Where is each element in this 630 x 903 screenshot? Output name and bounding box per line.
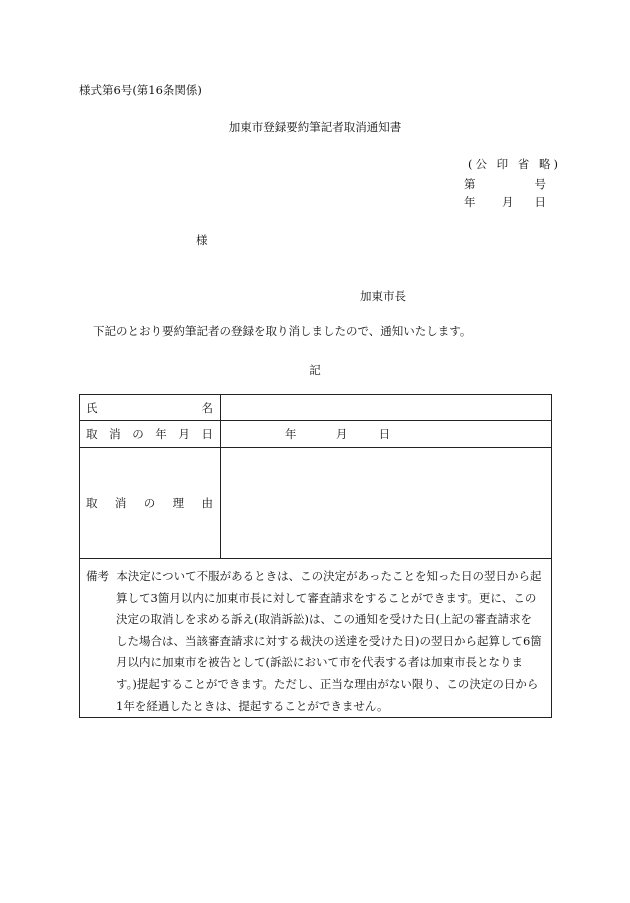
remarks-text xyxy=(80,559,551,717)
issue-date-year: 年 xyxy=(464,195,476,209)
cancel-date-month: 月 xyxy=(335,427,348,441)
cancel-date-label-cell xyxy=(80,421,221,448)
notice-body-text: 下記のとおり要約筆記者の登録を取り消しましたので、通知いたします。 xyxy=(93,324,472,338)
remarks-first-line xyxy=(86,566,543,588)
cancel-date-label-char: 年 xyxy=(155,427,167,441)
reason-label-char: 消 xyxy=(114,496,127,510)
ki-heading: 記 xyxy=(309,363,321,377)
form-number: 様式第6号(第16条関係) xyxy=(79,83,202,97)
cancel-date-label-char: の xyxy=(132,427,144,441)
name-label-char: 氏 xyxy=(86,400,98,415)
seal-omitted-note: (公 印 省 略) xyxy=(468,157,561,171)
addressee-suffix: 様 xyxy=(196,233,208,247)
table-row-remarks xyxy=(80,559,552,718)
reason-label-cell xyxy=(80,448,221,559)
reason-label-char: の xyxy=(143,496,156,510)
reason-label-char: 理 xyxy=(172,496,185,510)
reason-label-char: 取 xyxy=(86,496,98,510)
table-row-cancel-date xyxy=(80,421,552,448)
document-title xyxy=(0,119,630,135)
issuer-name: 加東市長 xyxy=(360,289,406,303)
cancel-date-label-char: 月 xyxy=(178,427,190,441)
table-row-reason xyxy=(80,448,552,559)
cancel-date-label-char: 取 xyxy=(86,427,98,441)
cancel-date-value-cell[interactable] xyxy=(221,421,552,448)
number-suffix: 号 xyxy=(534,177,546,191)
name-label-char: 名 xyxy=(201,400,213,415)
remarks-label: 備考 xyxy=(86,569,109,583)
cancel-date-label-char: 消 xyxy=(109,427,121,441)
remarks-first-line-text: 本決定について不服があるときは、この決定があったことを知った日の翌日から起 xyxy=(116,569,542,583)
table-row-name xyxy=(80,395,552,421)
cancel-date-year: 年 xyxy=(285,427,297,441)
remarks-continuation: 算して3箇月以内に加東市長に対して審査請求をすることができます。更に、この決定の取消しを求める訴え(取消訴訟)は、この通知を受けた日(上記の審査請求をした場合は、当該審査請求に対する裁決の送達を受けた日)の翌日から起算して6箇月以内に加東市を被告として(訴訟において市を代表する者は加東市長となります。)提起することができます。ただし、正当な理由がない限り、この決定の日から1年を経過したときは、提起することができません。 xyxy=(116,590,542,713)
name-label-cell xyxy=(80,395,221,421)
reason-label-char: 由 xyxy=(201,496,213,510)
number-prefix: 第 xyxy=(464,177,476,191)
notice-table xyxy=(79,394,552,718)
cancel-date-day: 日 xyxy=(378,427,391,441)
reason-value-cell[interactable] xyxy=(221,448,552,559)
name-value-cell[interactable] xyxy=(221,395,552,421)
document-title-text: 加東市登録要約筆記者取消通知書 xyxy=(228,120,402,134)
issue-date-day: 日 xyxy=(534,195,546,209)
issue-date-month: 月 xyxy=(502,195,514,209)
cancel-date-label-char: 日 xyxy=(201,427,213,441)
remarks-cell xyxy=(80,559,552,718)
